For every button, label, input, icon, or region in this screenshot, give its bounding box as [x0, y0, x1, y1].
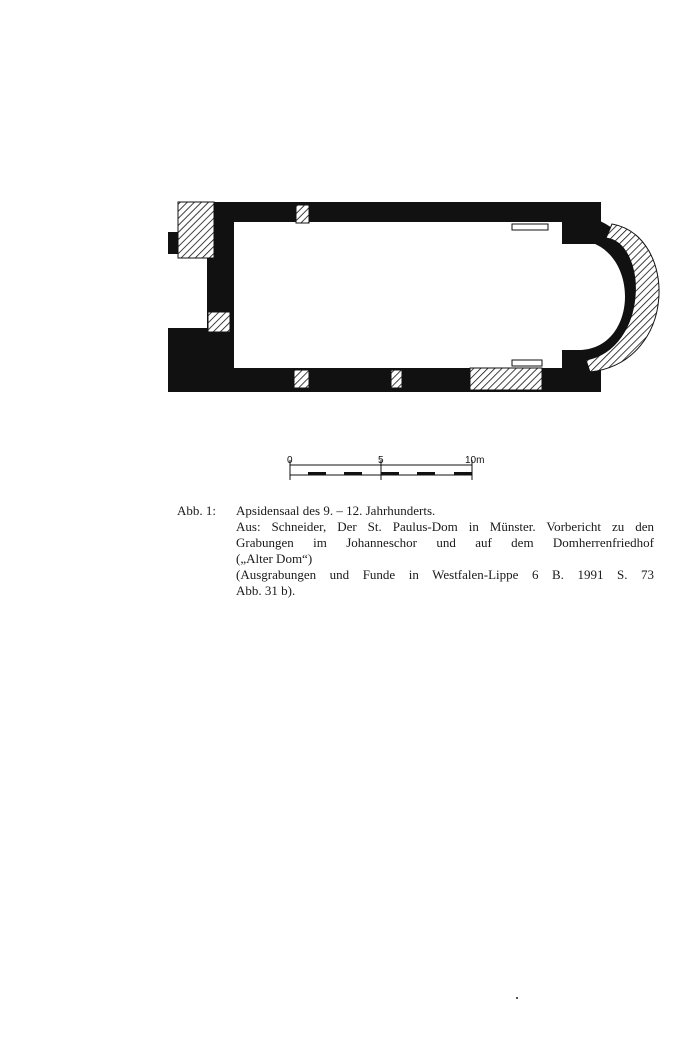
caption-body [236, 503, 654, 599]
caption-line: Grabungen im Johanneschor und auf dem Domherrenfriedhof [236, 535, 654, 550]
scale-label-0: 0 [287, 455, 293, 466]
scale-label-5: 5 [378, 455, 384, 466]
caption-line: Abb. 31 b). [236, 583, 296, 598]
caption-line: („Alter Dom“) [236, 551, 313, 566]
figure-caption [177, 503, 654, 599]
floor-plan-drawing [0, 0, 700, 420]
caption-label: Abb. 1: [177, 503, 216, 518]
scale-label-10m: 10m [465, 455, 485, 466]
caption-line: Apsidensaal des 9. – 12. Jahrhunderts. [236, 503, 436, 518]
solid-walls [168, 202, 643, 392]
caption-line: Aus: Schneider, Der St. Paulus-Dom in Münster. Vorbericht zu den [236, 519, 654, 534]
wall-niches [512, 224, 548, 366]
caption-line: (Ausgrabungen und Funde in Westfalen-Lippe 6 B. 1991 S. 73 [236, 567, 654, 582]
page-mark [516, 997, 518, 999]
